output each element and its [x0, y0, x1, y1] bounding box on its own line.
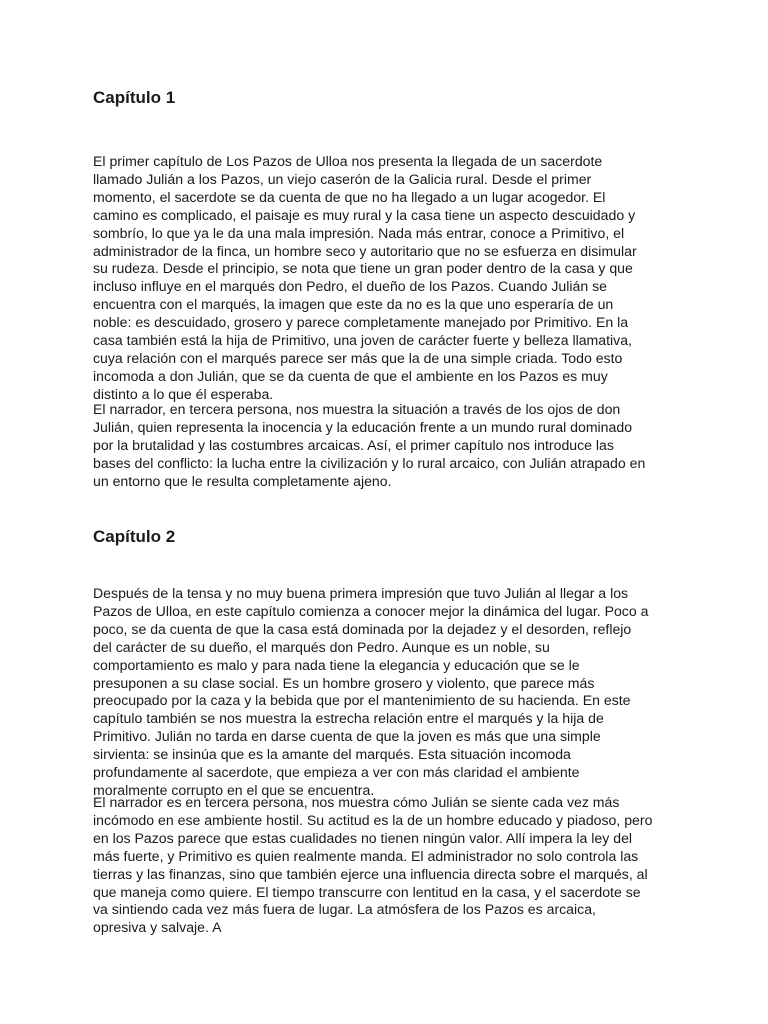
chapter-1-heading: Capítulo 1	[93, 88, 176, 107]
chapter-1-paragraph-2: El narrador, en tercera persona, nos muestra la situación a través de los ojos de don Julián, quien representa la inocencia y la educación frente a un mundo rural dominado por la brutalidad y las costumbres arcaicas. Así, el primer capítulo nos introduce las bases del conflicto: la lucha entre la civilización y lo rural arcaico, con Julián atrapado en un entorno que le resulta completamente ajeno.	[93, 401, 646, 489]
chapter-2-heading: Capítulo 2	[93, 527, 176, 546]
chapter-1-paragraph-1: El primer capítulo de Los Pazos de Ulloa nos presenta la llegada de un sacerdote llamado Julián a los Pazos, un viejo caserón de la Galicia rural. Desde el primer momento, el sacerdote se da cuenta de que no ha llegado a un lugar acogedor. El camino es complicado, el paisaje es muy rural y la casa tiene un aspecto descuidado y sombrío, lo que ya le da una mala impresión. Nada más entrar, conoce a Primitivo, el administrador de la finca, un hombre seco y autoritario que no se esfuerza en disimular su rudeza. Desde el principio, se nota que tiene un gran poder dentro de la casa y que incluso influye en el marqués don Pedro, el dueño de los Pazos. Cuando Julián se encuentra con el marqués, la imagen que este da no es la que uno esperaría de un noble: es descuidado, grosero y parece completamente manejado por Primitivo. En la casa también está la hija de Primitivo, una joven de carácter fuerte y belleza llamativa, cuya relación con el marqués parece ser más que la de una simple criada. Todo esto incomoda a don Julián, que se da cuenta de que el ambiente en los Pazos es muy distinto a lo que él esperaba.	[93, 153, 637, 402]
chapter-2-paragraph-1: Después de la tensa y no muy buena primera impresión que tuvo Julián al llegar a los Pazos de Ulloa, en este capítulo comienza a conocer mejor la dinámica del lugar. Poco a poco, se da cuenta de que la casa está dominada por la dejadez y el desorden, reflejo del carácter de su dueño, el marqués don Pedro. Aunque es un noble, su comportamiento es malo y para nada tiene la elegancia y educación que se le presuponen a su clase social. Es un hombre grosero y violento, que parece más preocupado por la caza y la bebida que por el mantenimiento de su hacienda. En este capítulo también se nos muestra la estrecha relación entre el marqués y la hija de Primitivo. Julián no tarda en darse cuenta de que la joven es más que una simple sirvienta: se insinúa que es la amante del marqués. Esta situación incomoda profundamente al sacerdote, que empieza a ver con más claridad el ambiente moralmente corrupto en el que se encuentra.	[93, 585, 649, 798]
chapter-2-paragraph-2: El narrador es en tercera persona, nos muestra cómo Julián se siente cada vez más incómodo en ese ambiente hostil. Su actitud es la de un hombre educado y piadoso, pero en los Pazos parece que estas cualidades no tienen ningún valor. Allí impera la ley del más fuerte, y Primitivo es quien realmente manda. El administrador no solo controla las tierras y las finanzas, sino que también ejerce una influencia directa sobre el marqués, al que maneja como quiere. El tiempo transcurre con lentitud en la casa, y el sacerdote se va sintiendo cada vez más fuera de lugar. La atmósfera de los Pazos es arcaica, opresiva y salvaje. A	[93, 794, 653, 936]
